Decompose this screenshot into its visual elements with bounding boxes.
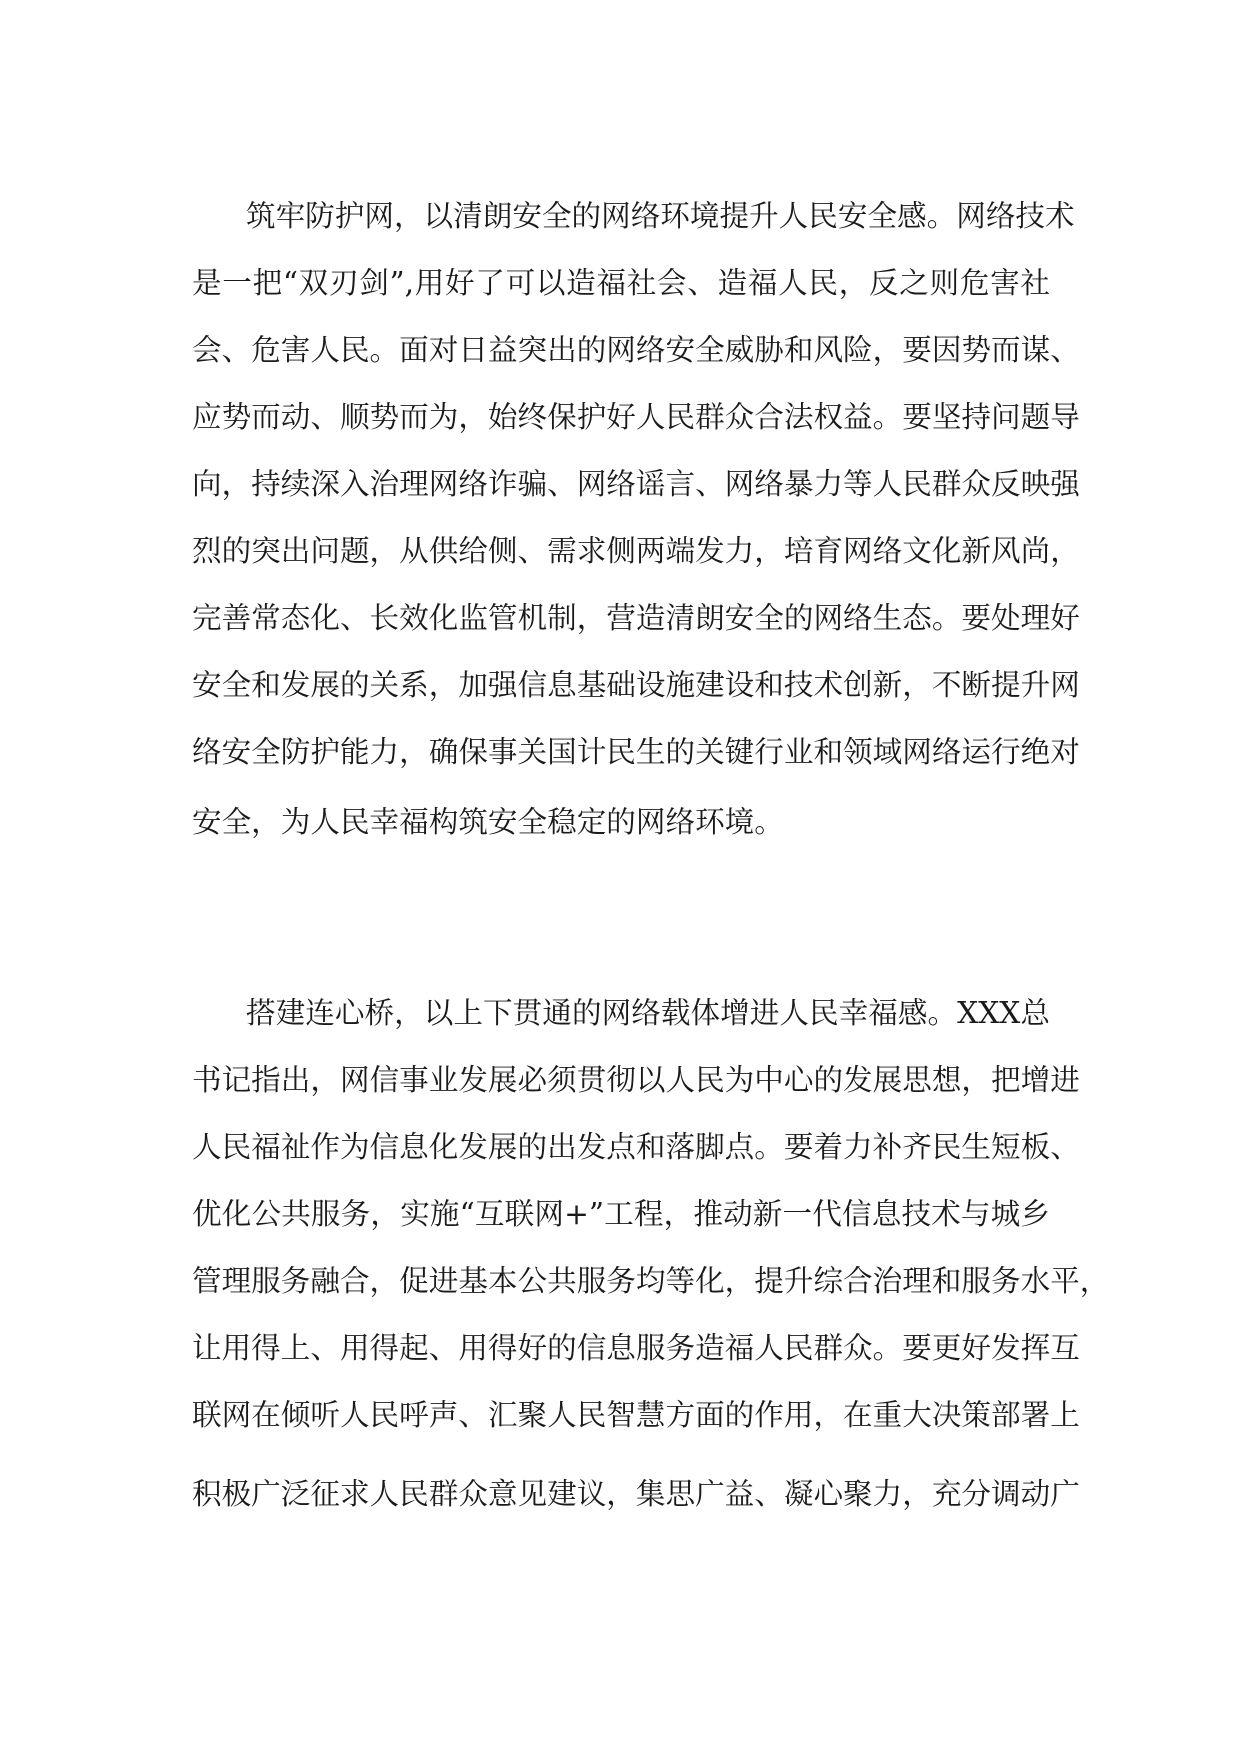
paragraph-line: 向，持续深入治理网络诈骗、网络谣言、网络暴力等人民群众反映强: [192, 467, 1080, 501]
paragraph-line: 筑牢防护网，以清朗安全的网络环境提升人民安全感。网络技术: [246, 199, 1075, 233]
paragraph-line: 会、危害人民。面对日益突出的网络安全威胁和风险，要因势而谋、: [192, 333, 1080, 367]
paragraph-line: 是一把“双刃剑”,用好了可以造福社会、造福人民，反之则危害社: [192, 266, 1050, 300]
paragraph-line: 安全和发展的关系，加强信息基础设施建设和技术创新，不断提升网: [192, 668, 1080, 702]
paragraph-line: 管理服务融合，促进基本公共服务均等化，提升综合治理和服务水平，: [192, 1264, 1110, 1298]
paragraph-line: 联网在倾听人民呼声、汇聚人民智慧方面的作用，在重大决策部署上: [192, 1398, 1080, 1432]
paragraph-line: 烈的突出问题，从供给侧、需求侧两端发力，培育网络文化新风尚，: [192, 534, 1080, 568]
paragraph-line: 积极广泛征求人民群众意见建议，集思广益、凝心聚力，充分调动广: [192, 1477, 1080, 1511]
paragraph-line: 完善常态化、长效化监管机制，营造清朗安全的网络生态。要处理好: [192, 601, 1080, 635]
paragraph-line: 络安全防护能力，确保事关国计民生的关键行业和领域网络运行绝对: [192, 735, 1080, 769]
paragraph-line: 让用得上、用得起、用得好的信息服务造福人民群众。要更好发挥互: [192, 1331, 1080, 1365]
paragraph-line: 应势而动、顺势而为，始终保护好人民群众合法权益。要坚持问题导: [192, 400, 1080, 434]
paragraph-line: 人民福祉作为信息化发展的出发点和落脚点。要着力补齐民生短板、: [192, 1130, 1080, 1164]
paragraph-line: 书记指出，网信事业发展必须贯彻以人民为中心的发展思想，把增进: [192, 1063, 1080, 1097]
paragraph-line: 搭建连心桥，以上下贯通的网络载体增进人民幸福感。XXX总: [246, 996, 1050, 1030]
paragraph-line: 优化公共服务，实施“互联网+”工程，推动新一代信息技术与城乡: [192, 1197, 1050, 1231]
paragraph-line: 安全，为人民幸福构筑安全稳定的网络环境。: [192, 805, 784, 839]
